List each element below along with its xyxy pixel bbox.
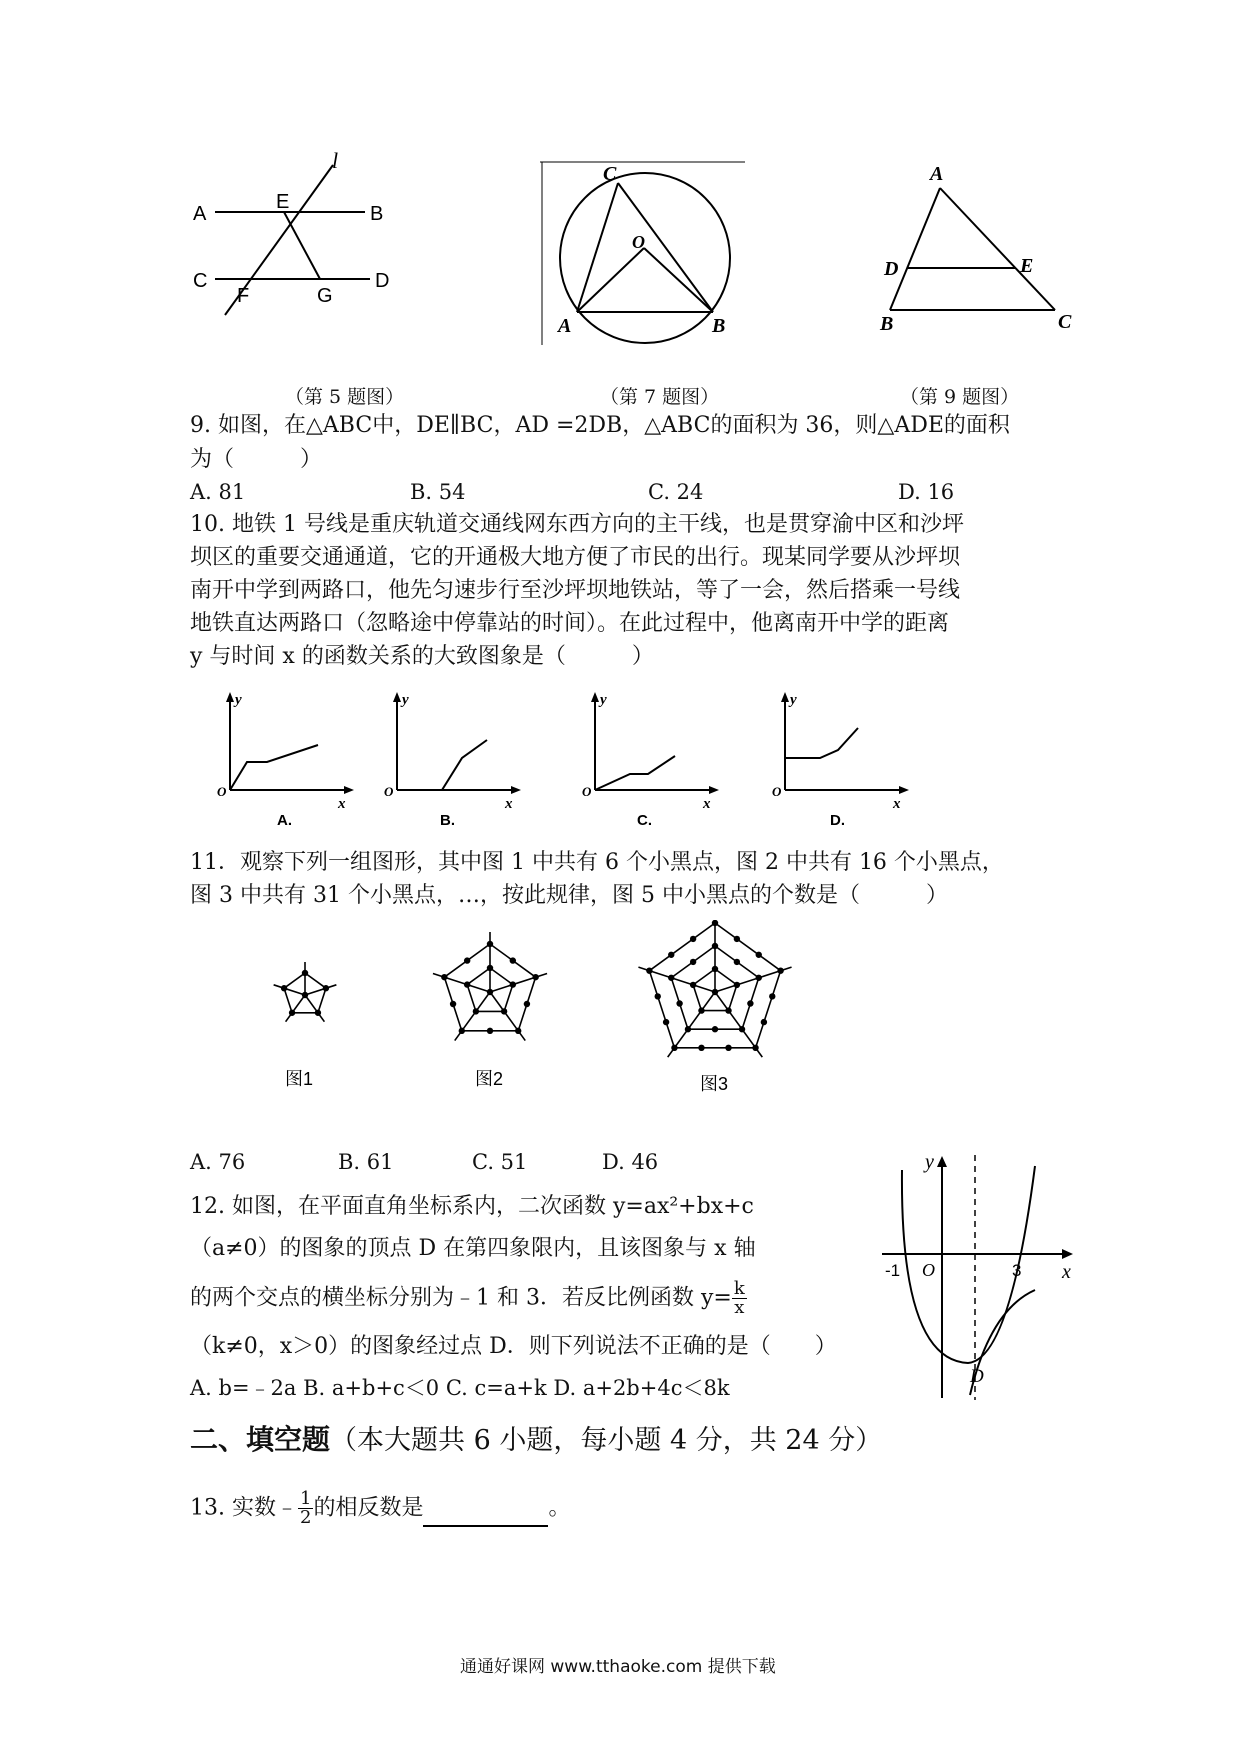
dot — [752, 1045, 758, 1051]
web-line — [729, 985, 737, 1011]
dot — [698, 1007, 704, 1013]
dot — [668, 952, 674, 958]
web-line — [649, 971, 674, 1048]
origin-o: O — [217, 784, 227, 799]
graph-label: A. — [277, 812, 292, 829]
q12-parabola-graph — [880, 1150, 1080, 1410]
web-line — [715, 923, 781, 971]
label-O: O — [632, 232, 645, 252]
web-line — [467, 968, 490, 985]
label-F: F — [237, 285, 250, 307]
web-line — [649, 923, 715, 971]
q10-line3: 南开中学到两路口，他先匀速步行至沙坪坝地铁站，等了一会，然后搭乘一号线 — [190, 578, 961, 603]
dot — [685, 1026, 691, 1032]
dot — [510, 981, 516, 987]
q10-line1: 10. 地铁 1 号线是重庆轨道交通线网东西方向的主干线，也是贯穿渝中区和沙坪 — [190, 512, 964, 537]
label-C: C — [1058, 311, 1072, 333]
dot — [464, 957, 470, 963]
axis-x: x — [1062, 1261, 1071, 1283]
web-line — [693, 985, 701, 1011]
origin-o: O — [922, 1260, 935, 1280]
axis-y: y — [600, 692, 607, 708]
fraction-k-over-x — [732, 1280, 747, 1317]
q9-option-c: C. 24 — [648, 480, 704, 504]
dot — [734, 959, 740, 965]
web-line — [284, 988, 292, 1013]
fig-label-3: 图3 — [700, 1074, 729, 1094]
fig-label-1: 图1 — [285, 1069, 314, 1089]
q11-line1: 11．观察下列一组图形，其中图 1 中共有 6 个小黑点，图 2 中共有 16 个小黑点， — [190, 850, 1004, 875]
label-A: A — [193, 203, 207, 225]
dot — [777, 967, 783, 973]
dot — [761, 1019, 767, 1025]
center-dot — [712, 989, 718, 995]
axis-x: x — [703, 796, 711, 812]
dot — [663, 1019, 669, 1025]
q10-graph-a — [215, 690, 355, 835]
q11-option-b: B. 61 — [338, 1150, 394, 1174]
dot — [524, 1001, 530, 1007]
web-line — [318, 988, 326, 1013]
origin-o: O — [582, 784, 592, 799]
dot — [769, 993, 775, 999]
dot — [739, 1026, 745, 1032]
q13-end: 。 — [548, 1495, 571, 1521]
fraction-denominator: x — [734, 1297, 745, 1318]
dot — [315, 1010, 321, 1016]
dot — [501, 1008, 507, 1014]
figure-7 — [540, 160, 760, 345]
q11-pentagon-figures — [250, 920, 810, 1100]
web-line — [305, 995, 324, 1022]
dot — [289, 1010, 295, 1016]
page-footer: 通通好课网 www.tthaoke.com 提供下载 — [460, 1657, 776, 1677]
dot — [441, 974, 447, 980]
web-line — [504, 985, 513, 1012]
dot — [747, 1000, 753, 1006]
q9-option-b: B. 54 — [410, 480, 466, 504]
tick-3: 3 — [1012, 1261, 1022, 1280]
q11-option-d: D. 46 — [602, 1150, 659, 1174]
dot — [515, 1028, 521, 1034]
label-B: B — [880, 313, 894, 335]
caption-fig9: （第 9 题图） — [900, 386, 1020, 408]
label-C: C — [193, 270, 208, 292]
dot — [459, 1028, 465, 1034]
label-E: E — [1020, 255, 1034, 277]
dot — [668, 975, 674, 981]
q11-option-a: A. 76 — [190, 1150, 246, 1174]
graph-label: C. — [637, 812, 652, 829]
fraction-one-half — [298, 1490, 313, 1527]
dot — [756, 952, 762, 958]
label-G: G — [317, 285, 333, 307]
q10-line4: 地铁直达两路口（忽略途中停靠站的时间）。在此过程中，他离南开中学的距离 — [190, 611, 950, 636]
label-A: A — [930, 163, 944, 185]
web-line — [756, 971, 781, 1048]
tick-neg1: -1 — [885, 1261, 901, 1280]
label-l: l — [332, 150, 339, 173]
center-dot — [302, 992, 308, 998]
dot — [510, 957, 516, 963]
dot — [690, 959, 696, 965]
q9-option-d: D. 16 — [898, 480, 955, 504]
label-B: B — [712, 315, 726, 337]
label-B: B — [370, 203, 384, 225]
axis-y: y — [235, 692, 242, 708]
caption-fig5: （第 5 题图） — [285, 386, 405, 408]
dot — [450, 1001, 456, 1007]
center-dot — [487, 989, 493, 995]
dot — [734, 982, 740, 988]
web-line — [467, 985, 476, 1012]
dot — [646, 967, 652, 973]
dot — [532, 974, 538, 980]
web-line — [274, 985, 305, 995]
dot — [756, 975, 762, 981]
q11-line2: 图 3 中共有 31 个小黑点，…，按此规律，图 5 中小黑点的个数是（ ） — [190, 883, 948, 908]
dot — [323, 985, 329, 991]
fraction-denominator: 2 — [299, 1507, 312, 1528]
section-heading: 二、填空题 — [190, 1423, 331, 1456]
q13 — [190, 1490, 570, 1527]
web-line — [490, 968, 513, 985]
web-line — [305, 973, 326, 988]
q10-graph-b — [382, 690, 522, 835]
web-line — [286, 995, 305, 1022]
q12-line4: （k≠0，x＞0）的图象经过点 D．则下列说法不正确的是（ ） — [190, 1334, 837, 1359]
section-note: （本大题共 6 小题，每小题 4 分，共 24 分） — [330, 1425, 883, 1456]
web-line — [305, 985, 336, 995]
axis-x: x — [893, 796, 901, 812]
axis-x: x — [505, 796, 513, 812]
q13-post: 的相反数是 — [313, 1495, 424, 1521]
dot — [725, 1007, 731, 1013]
fig-label-2: 图2 — [475, 1069, 504, 1089]
dot — [725, 1045, 731, 1051]
fraction-numerator: k — [733, 1278, 745, 1299]
fraction-numerator: 1 — [299, 1488, 312, 1509]
answer-blank[interactable] — [423, 1503, 548, 1527]
q13-pre: 13. 实数﹣ — [190, 1495, 298, 1521]
dot — [698, 1045, 704, 1051]
dot — [712, 1026, 718, 1032]
axis-y: y — [925, 1151, 934, 1173]
q9-line1: 9. 如图，在△ABC中，DE∥BC，AD =2DB，△ABC的面积为 36，则△ADE的面积 — [190, 413, 1010, 438]
axis-y: y — [402, 692, 409, 708]
dot — [281, 985, 287, 991]
q12-line3-text: 的两个交点的横坐标分别为﹣1 和 3．若反比例函数 y= — [190, 1285, 732, 1311]
graph-label: D. — [830, 812, 845, 829]
caption-fig7: （第 7 题图） — [600, 386, 720, 408]
q12-line1: 12. 如图，在平面直角坐标系内，二次函数 y=ax²+bx+c — [190, 1194, 754, 1219]
web-line — [693, 969, 715, 985]
q12-line3 — [190, 1280, 747, 1317]
dot — [473, 1008, 479, 1014]
q11-option-c: C. 51 — [472, 1150, 528, 1174]
dot — [464, 981, 470, 987]
dot — [676, 1000, 682, 1006]
q12-options: A. b=﹣2a B. a+b+c＜0 C. c=a+k D. a+2b+4c＜8k — [190, 1376, 730, 1400]
dot — [734, 936, 740, 942]
q10-line5: y 与时间 x 的函数关系的大致图象是（ ） — [190, 644, 654, 669]
origin-o: O — [772, 784, 782, 799]
q12-line2: （a≠0）的图象的顶点 D 在第四象限内，且该图象与 x 轴 — [190, 1236, 756, 1261]
label-D: D — [375, 270, 390, 292]
web-line — [284, 973, 305, 988]
web-line — [715, 969, 737, 985]
axis-x: x — [338, 796, 346, 812]
dot — [655, 993, 661, 999]
section-title — [190, 1418, 882, 1458]
dot — [487, 1028, 493, 1034]
figure-5 — [190, 150, 450, 350]
q9-option-a: A. 81 — [190, 480, 246, 504]
dot — [690, 982, 696, 988]
dot — [671, 1045, 677, 1051]
figure-9 — [870, 160, 1110, 340]
graph-label: B. — [440, 812, 455, 829]
dot — [690, 936, 696, 942]
label-E: E — [276, 191, 290, 213]
label-A: A — [558, 315, 572, 337]
q9-line2: 为（ ） — [190, 447, 323, 472]
origin-o: O — [384, 784, 394, 799]
label-C: C — [603, 163, 617, 185]
q10-graph-c — [580, 690, 720, 835]
label-D: D — [970, 1366, 984, 1387]
q10-line2: 坝区的重要交通通道，它的开通极大地方便了市民的出行。现某同学要从沙坪坝 — [190, 545, 961, 570]
axis-y: y — [790, 692, 797, 708]
q10-graph-d — [770, 690, 910, 835]
label-D: D — [884, 258, 899, 280]
